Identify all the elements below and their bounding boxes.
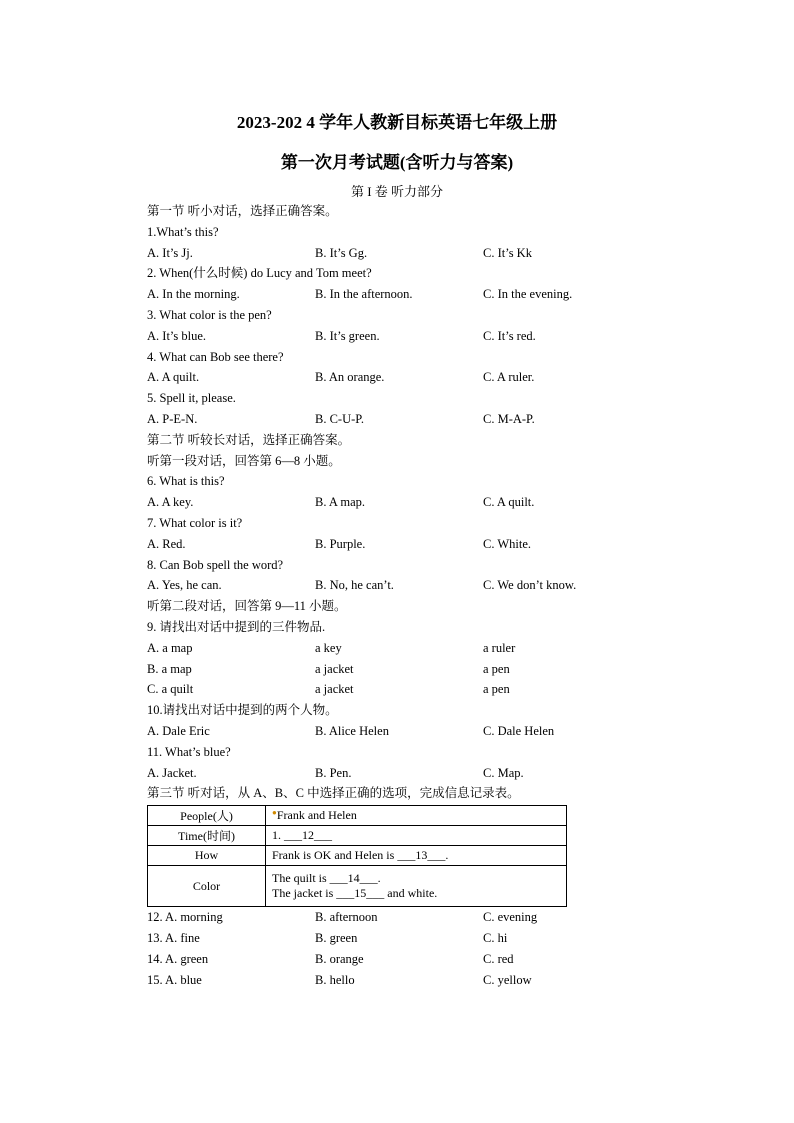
option-b: B. a map [147, 661, 192, 676]
option-a: A. P-E-N. [147, 411, 198, 426]
table-cell-label: How [148, 846, 266, 866]
option-a: A. Dale Eric [147, 723, 210, 738]
option-a: A. Jacket. [147, 765, 197, 780]
question-text: 7. What color is it? [147, 515, 243, 530]
option-a: 13. A. fine [147, 930, 200, 945]
option-item-3: a pen [483, 682, 510, 697]
option-b: B. orange [315, 951, 364, 966]
option-a: A. It’s Jj. [147, 245, 193, 260]
table-cell-value [266, 806, 567, 826]
option-c: C. a quilt [147, 682, 194, 697]
option-b: B. Purple. [315, 536, 366, 551]
option-item-3: a pen [483, 661, 510, 676]
option-c: C. We don’t know. [483, 578, 577, 593]
table-row [148, 866, 567, 907]
table-row [148, 806, 567, 826]
option-item-2: a jacket [315, 682, 354, 697]
option-c: C. red [483, 951, 514, 966]
option-c: C. It’s red. [483, 328, 536, 343]
question-options [147, 970, 607, 991]
question-options [147, 409, 607, 430]
question-options [147, 949, 607, 970]
question-options [147, 284, 607, 305]
table-cell-value: 1. ___12___ [266, 826, 567, 846]
option-item-2: a key [315, 640, 342, 655]
part-title: 第 I 卷 听力部分 [350, 184, 444, 199]
question-text: 8. Can Bob spell the word? [147, 557, 284, 572]
question-options [147, 638, 607, 659]
table-cell-value [266, 866, 567, 907]
option-b: B. C-U-P. [315, 411, 364, 426]
question-options [147, 326, 607, 347]
exam-title-line1: 2023-202 4 学年人教新目标英语七年级上册 [236, 113, 558, 132]
question-text: 2. When(什么时候) do Lucy and Tom meet? [147, 266, 372, 281]
option-c: C. hi [483, 930, 508, 945]
option-b: B. It’s green. [315, 328, 380, 343]
option-b: B. In the afternoon. [315, 287, 413, 302]
option-a: A. It’s blue. [147, 328, 207, 343]
table-row [148, 826, 567, 846]
section3-heading: 第三节 听对话，从 A、B、C 中选择正确的选项，完成信息记录表。 [147, 786, 520, 801]
color-value-line: The quilt is ___14___. [272, 871, 381, 886]
option-item-2: a jacket [315, 661, 354, 676]
dialog1-intro: 听第一段对话，回答第 6—8 小题。 [147, 453, 341, 468]
table-cell-label: People(人) [148, 806, 266, 826]
question-text: 5. Spell it, please. [147, 391, 236, 406]
question-options [147, 492, 607, 513]
question-options [147, 243, 607, 264]
section1-heading: 第一节 听小对话，选择正确答案。 [147, 204, 338, 218]
table-cell-label: Time(时间) [148, 826, 266, 846]
question-text: 1.What’s this? [147, 224, 219, 239]
option-c: C. evening [483, 910, 538, 925]
table-cell-value: Frank is OK and Helen is ___13___. [266, 846, 567, 866]
option-b: B. An orange. [315, 370, 385, 385]
question-text: 9. 请找出对话中提到的三件物品. [147, 619, 326, 634]
option-a: A. a map [147, 640, 193, 655]
option-b: B. hello [315, 972, 355, 987]
mark-dot-icon: ● [272, 808, 277, 818]
option-c: C. White. [483, 536, 532, 551]
info-record-table [147, 805, 567, 907]
color-value-line: The jacket is ___15___ and white. [272, 886, 438, 901]
question-options [147, 679, 607, 700]
question-options [147, 575, 607, 596]
question-text: 6. What is this? [147, 474, 225, 489]
option-c: C. A quilt. [483, 495, 535, 510]
option-a: A. A key. [147, 495, 194, 510]
option-a: A. In the morning. [147, 287, 240, 302]
option-a: A. Yes, he can. [147, 578, 222, 593]
question-text: 4. What can Bob see there? [147, 349, 284, 364]
question-options [147, 367, 607, 388]
option-item-3: a ruler [483, 640, 516, 655]
option-c: C. Dale Helen [483, 723, 555, 738]
exam-body [147, 201, 607, 990]
dialog2-intro: 听第二段对话，回答第 9—11 小题。 [147, 599, 347, 614]
section2-heading: 第二节 听较长对话，选择正确答案。 [147, 432, 351, 447]
option-a: A. Red. [147, 536, 186, 551]
option-a: 15. A. blue [147, 972, 202, 987]
question-options [147, 659, 607, 680]
exam-title-line2: 第一次月考试题(含听力与答案) [280, 153, 514, 172]
option-a: A. A quilt. [147, 370, 200, 385]
question-options [147, 763, 607, 784]
question-options [147, 928, 607, 949]
table-row [148, 846, 567, 866]
question-text: 3. What color is the pen? [147, 307, 272, 322]
option-a: 12. A. morning [147, 910, 223, 925]
option-c: C. M-A-P. [483, 411, 535, 426]
option-c: C. A ruler. [483, 370, 535, 385]
option-b: B. green [315, 930, 358, 945]
option-b: B. afternoon [315, 910, 378, 925]
question-text: 10.请找出对话中提到的两个人物。 [147, 703, 338, 718]
option-a: 14. A. green [147, 951, 209, 966]
question-options [147, 907, 607, 928]
table-cell-label: Color [148, 866, 266, 907]
option-c: C. It’s Kk [483, 245, 532, 260]
question-text: 11. What’s blue? [147, 744, 231, 759]
option-b: B. No, he can’t. [315, 578, 394, 593]
question-options [147, 721, 607, 742]
people-value: Frank and Helen [276, 808, 357, 823]
option-b: B. Alice Helen [315, 723, 389, 738]
option-b: B. A map. [315, 495, 366, 510]
question-options [147, 534, 607, 555]
option-c: C. In the evening. [483, 287, 573, 302]
option-b: B. It’s Gg. [315, 245, 368, 260]
option-c: C. Map. [483, 765, 524, 780]
option-b: B. Pen. [315, 765, 352, 780]
option-c: C. yellow [483, 972, 532, 987]
